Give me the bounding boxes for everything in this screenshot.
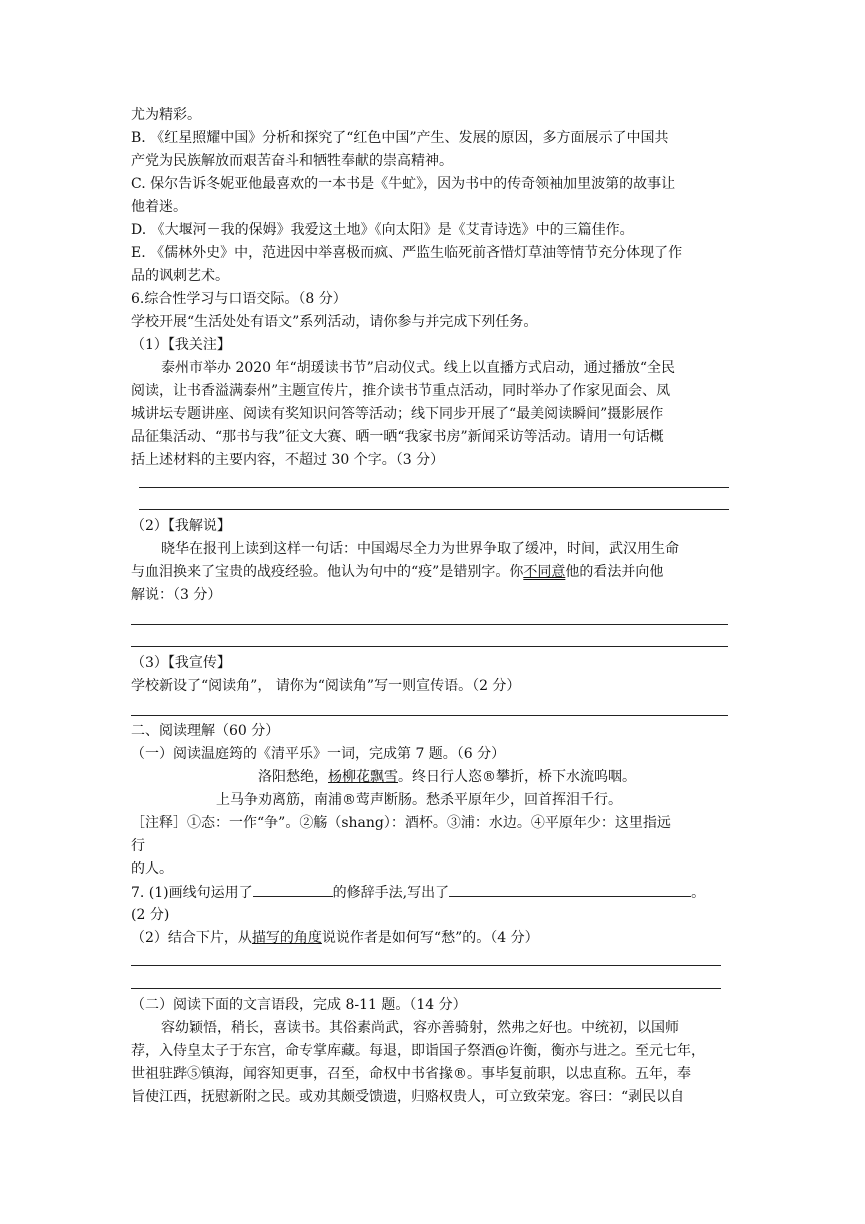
text-line: 城讲坛专题讲座、阅读有奖知识问答等活动；线下同步开展了“最美阅读瞬间”摄影展作	[131, 406, 664, 422]
text-line: 品征集活动、“那书与我”征文大赛、晒一晒“我家书房”新闻采访等活动。请用一句话概	[131, 429, 664, 445]
text-segment: 洛阳愁绝，	[258, 769, 328, 785]
text-line: 他着迷。	[131, 199, 187, 215]
answer-line[interactable]	[131, 988, 721, 989]
text-line: 晓华在报刊上读到这样一句话：中国竭尽全力为世界争取了缓冲，时间，武汉用生命	[161, 541, 679, 557]
text-line: （一）阅读温庭筠的《清平乐》一词，完成第 7 题。（6 分）	[131, 746, 506, 762]
text-line: 学校开展“生活处处有语文”系列活动，请你参与并完成下列任务。	[131, 314, 538, 330]
text-segment: 说说作者是如何写“愁”的。（4 分）	[321, 930, 539, 946]
task-2-heading: （2）【我解说】	[131, 518, 231, 534]
poem-line-2: 上马争劝离筋，南浦®莺声断肠。愁杀平原年少，回首挥泪千行。	[216, 792, 622, 808]
poem-line-1	[258, 767, 636, 787]
text-line: 产党为民族解放而艰苦奋斗和牺牲奉献的崇高精神。	[131, 153, 453, 169]
text-line	[131, 562, 663, 582]
double-underlined-text: 不同意	[523, 564, 566, 580]
text-line: 容幼颖悟，稍长，喜读书。其俗素尚武，容亦善骑射，然弗之好也。中统初，以国师	[161, 1020, 679, 1036]
answer-line[interactable]	[131, 715, 728, 716]
text-line: 泰州市举办 2020 年“胡瑗读书节”启动仪式。线上以直播方式启动，通过播放“全民	[161, 360, 675, 376]
text-line: 品的讽刺艺术。	[131, 268, 229, 284]
fill-blank[interactable]	[253, 882, 333, 897]
text-segment: 。终日行人恣®攀折，桥下水流呜咽。	[398, 769, 636, 785]
section-2-heading: 二、阅读理解（60 分）	[131, 723, 280, 739]
text-line: 学校新设了“阅读角”， 请你为“阅读角”写一则宣传语。（2 分）	[131, 678, 521, 694]
fill-blank[interactable]	[449, 882, 691, 897]
option-b: B. 《红星照耀中国》分析和探究了“红色中国”产生、发展的原因，多方面展示了中国共	[131, 130, 669, 146]
underlined-text: 杨柳花飘雪	[328, 769, 398, 785]
text-line: 旨使江西，抚慰新附之民。或劝其颇受馈遗，归赂权贵人，可立致荣宠。容曰：“剥民以自	[131, 1089, 685, 1105]
option-c: C. 保尔告诉冬妮亚他最喜欢的一本书是《牛虻》，因为书中的传奇领袖加里波第的故事让	[131, 176, 676, 192]
text-segment: （2）结合下片，从	[131, 930, 252, 946]
answer-line[interactable]	[131, 624, 728, 625]
answer-line[interactable]	[139, 509, 729, 510]
text-line: (2 分)	[131, 907, 170, 923]
text-line: 荐，入侍皇太子于东宫，命专掌库藏。每退，即诣国子祭酒@许衡，衡亦与进之。至元七年，	[131, 1043, 705, 1059]
answer-line[interactable]	[131, 646, 728, 647]
text-line: 阅读，让书香溢满泰州”主题宣传片，推介读书节重点活动，同时举办了作家见面会、凤	[131, 383, 671, 399]
annotation: ［注释］①态：一作“争”。②觞（shang）：酒杯。③浦：水边。④平原年少：这里指远	[131, 815, 671, 831]
text-segment: 7. (1)画线句运用了	[131, 885, 253, 901]
question-7-2	[131, 928, 539, 948]
option-d: D. 《大堰河－我的保姆》我爱这土地》《向太阳》是《艾青诗选》中的三篇佳作。	[131, 222, 634, 238]
text-segment: 与血泪换来了宝贵的战疫经验。他认为句中的“疫”是错别字。你	[131, 564, 524, 580]
underlined-text: 描写的角度	[251, 930, 322, 946]
option-e: E. 《儒林外史》中，范进因中举喜极而疯、严监生临死前吝惜灯草油等情节充分体现了作	[131, 245, 683, 261]
text-segment: 。	[691, 885, 706, 901]
answer-line[interactable]	[139, 487, 729, 488]
text-line: 解说：（3 分）	[131, 587, 222, 603]
section-2-2-heading: （二）阅读下面的文言语段，完成 8-11 题。（14 分）	[131, 997, 467, 1013]
text-segment: 的修辞手法,写出了	[332, 885, 450, 901]
text-line: 括上述材料的主要内容，不超过 30 个字。（3 分）	[131, 452, 445, 468]
text-line: 世祖驻跸⑤镇海，闻容知更事，召至，命权中书省掾®。事毕复前职，以忠直称。五年，奉	[131, 1066, 691, 1082]
answer-line[interactable]	[131, 965, 721, 966]
text-line: 的人。	[131, 861, 173, 877]
text-line: 行	[131, 838, 145, 854]
question-6-heading: 6.综合性学习与口语交际。（8 分）	[131, 291, 347, 307]
question-7-1	[131, 882, 705, 903]
task-3-heading: （3）【我宣传】	[131, 655, 231, 671]
text-segment: 他的看法并向他	[565, 564, 664, 580]
text-line: 尤为精彩。	[131, 107, 201, 123]
task-1-heading: （1）【我关注】	[131, 337, 231, 353]
